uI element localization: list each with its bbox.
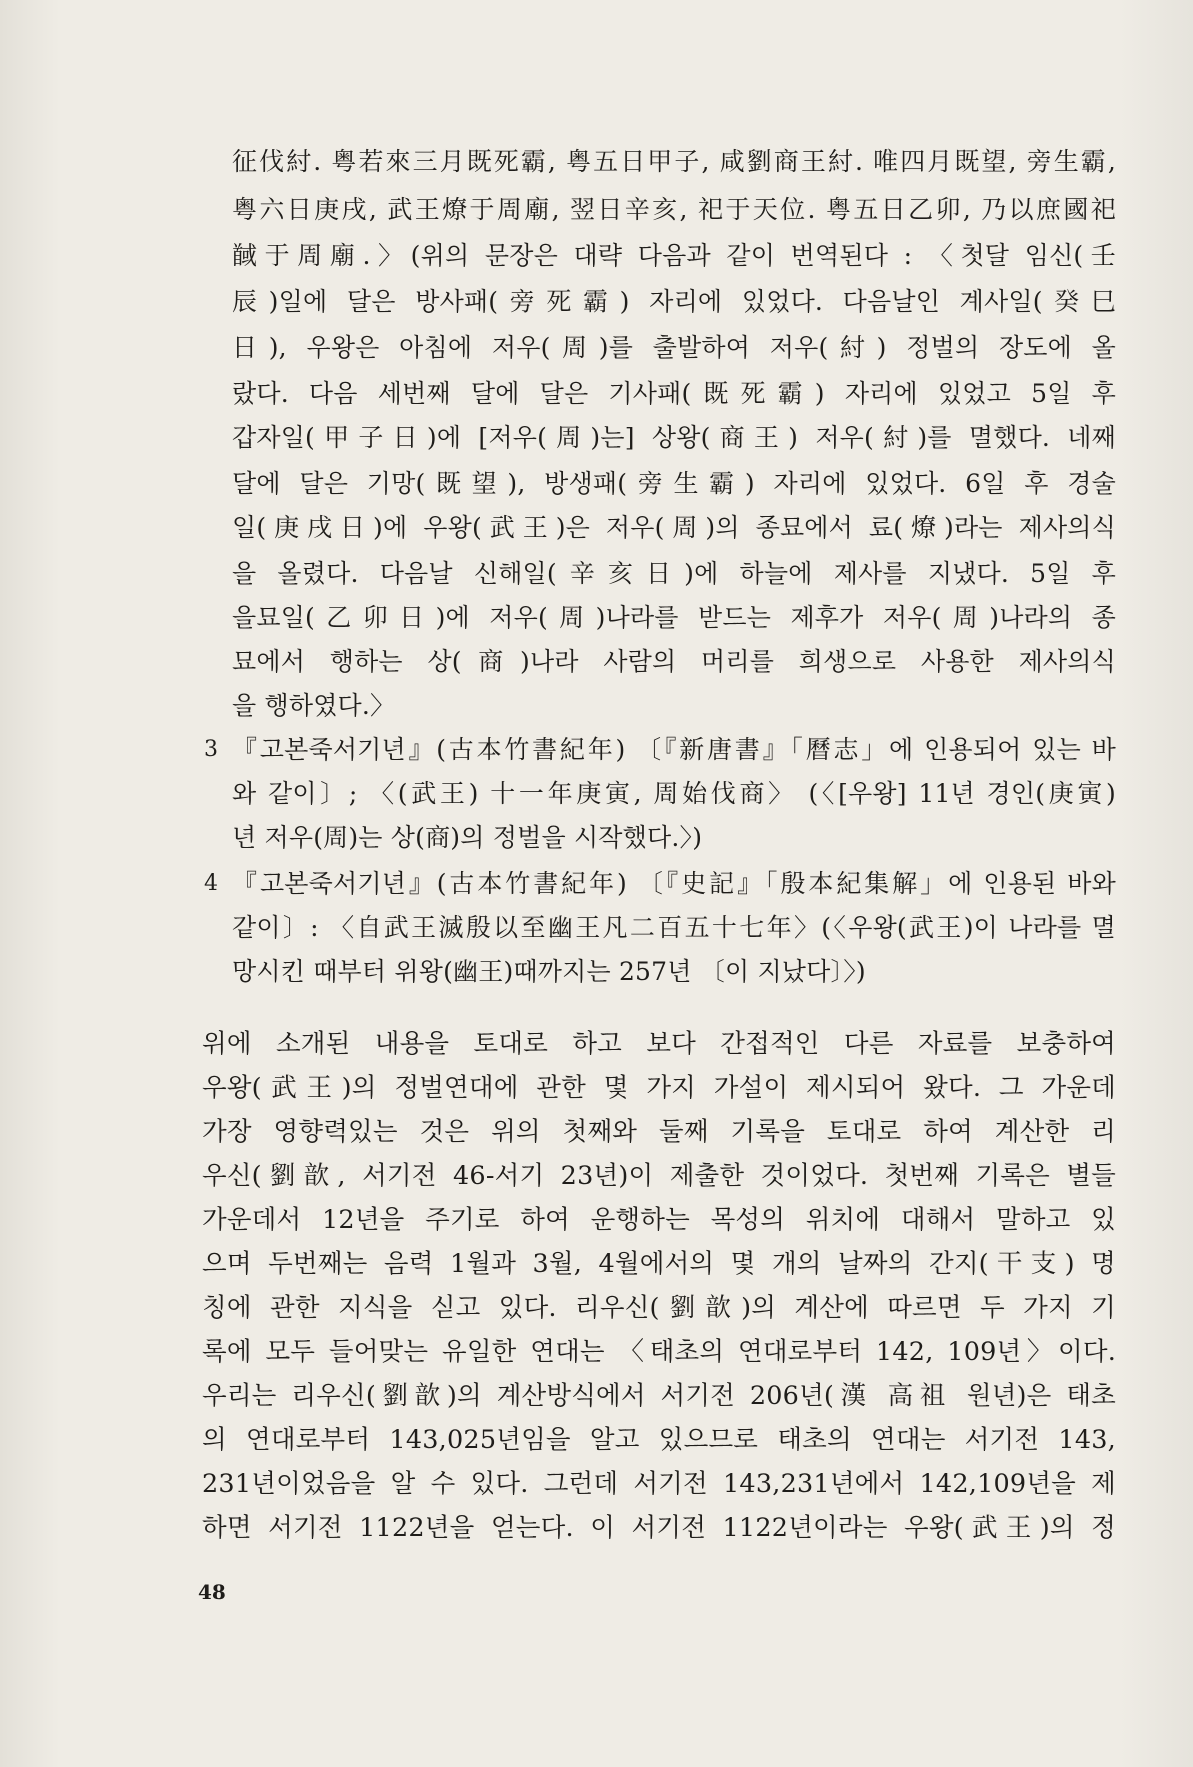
footnote-number: 4: [204, 871, 218, 896]
footnote-line: 년 저우(周)는 상(商)의 정벌을 시작했다.〉): [232, 823, 703, 852]
quote-line: 갑자일(甲子日)에 [저우(周)는] 상왕(商王) 저우(紂)를 멸했다. 네째: [232, 423, 1116, 452]
quote-line: 을 올렸다. 다음날 신해일(辛亥日)에 하늘에 제사를 지냈다. 5일 후: [232, 559, 1116, 588]
body-line: 우신(劉歆, 서기전 46-서기 23년)이 제출한 것이었다. 첫번째 기록은 별들: [202, 1161, 1116, 1191]
page-number: 48: [198, 1580, 226, 1604]
body-line: 의 연대로부터 143,025년임을 알고 있으므로 태초의 연대는 서기전 143,: [202, 1425, 1116, 1455]
quote-line: 묘에서 행하는 상(商)나라 사람의 머리를 희생으로 사용한 제사의식: [232, 647, 1116, 676]
quote-line: 을 행하였다.〉: [232, 691, 396, 720]
quote-line: 달에 달은 기망(既望), 방생패(旁生霸) 자리에 있었다. 6일 후 경술: [232, 469, 1116, 498]
quote-line: 을묘일(乙卯日)에 저우(周)나라를 받드는 제후가 저우(周)나라의 종: [232, 603, 1116, 632]
body-line: 록에 모두 들어맞는 유일한 연대는 〈태초의 연대로부터 142, 109년〉이다.: [202, 1337, 1116, 1367]
footnote-line: 같이〕: 〈自武王滅殷以至幽王凡二百五十七年〉(〈우왕(武王)이 나라를 멸: [232, 913, 1116, 942]
footnote-line: 망시킨 때부터 위왕(幽王)때까지는 257년 〔이 지났다〕〉): [232, 957, 866, 986]
footnote-line: 와 같이〕; 〈(武王) 十一年庚寅, 周始伐商〉 (〈[우왕] 11년 경인(庚寅): [232, 779, 1116, 808]
quote-line: 日), 우왕은 아침에 저우(周)를 출발하여 저우(紂) 정벌의 장도에 올: [232, 333, 1116, 362]
body-line: 231년이었음을 알 수 있다. 그런데 서기전 143,231년에서 142,109년을 제: [202, 1469, 1116, 1499]
quote-line: 辰)일에 달은 방사패(旁死霸) 자리에 있었다. 다음날인 계사일(癸巳: [232, 287, 1116, 316]
footnote-line: 『고본죽서기년』(古本竹書紀年) 〔『新唐書』「曆志」에 인용되어 있는 바: [232, 735, 1116, 764]
body-line: 가운데서 12년을 주기로 하여 운행하는 목성의 위치에 대해서 말하고 있: [202, 1205, 1116, 1235]
footnote-line: 『고본죽서기년』(古本竹書紀年) 〔『史記』「殷本紀集解」에 인용된 바와: [232, 869, 1116, 898]
body-line: 위에 소개된 내용을 토대로 하고 보다 간접적인 다른 자료를 보충하여: [202, 1029, 1116, 1059]
quote-line: 馘于周廟.〉(위의 문장은 대략 다음과 같이 번역된다 : 〈첫달 임신(壬: [232, 241, 1116, 270]
body-line: 하면 서기전 1122년을 얻는다. 이 서기전 1122년이라는 우왕(武王)의 정: [202, 1513, 1116, 1543]
body-line: 우왕(武王)의 정벌연대에 관한 몇 가지 가설이 제시되어 왔다. 그 가운데: [202, 1073, 1116, 1103]
body-line: 으며 두번째는 음력 1월과 3월, 4월에서의 몇 개의 날짜의 간지(干支) 명: [202, 1249, 1116, 1279]
quote-line: 일(庚戌日)에 우왕(武王)은 저우(周)의 종묘에서 료(燎)라는 제사의식: [232, 513, 1116, 542]
quote-line: 粤六日庚戌, 武王燎于周廟, 翌日辛亥, 祀于天位. 粤五日乙卯, 乃以庶國祀: [232, 195, 1116, 224]
quote-line: 征伐紂. 粤若來三月既死霸, 粤五日甲子, 咸劉商王紂. 唯四月既望, 旁生霸,: [232, 147, 1116, 176]
body-line: 우리는 리우신(劉歆)의 계산방식에서 서기전 206년(漢 高祖 원년)은 태초: [202, 1381, 1116, 1411]
quote-line: 랐다. 다음 세번째 달에 달은 기사패(既死霸) 자리에 있었고 5일 후: [232, 379, 1116, 408]
body-line: 가장 영향력있는 것은 위의 첫째와 둘째 기록을 토대로 하여 계산한 리: [202, 1117, 1116, 1147]
footnote-number: 3: [204, 737, 218, 762]
body-line: 칭에 관한 지식을 싣고 있다. 리우신(劉歆)의 계산에 따르면 두 가지 기: [202, 1293, 1116, 1323]
